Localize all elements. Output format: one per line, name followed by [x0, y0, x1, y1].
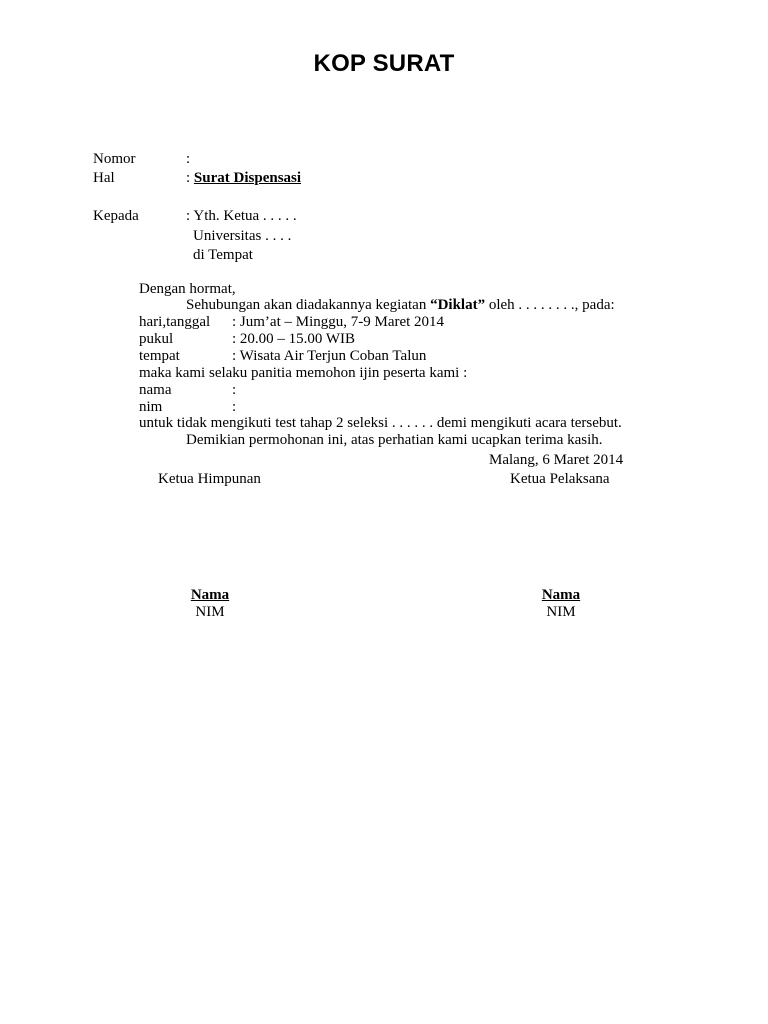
recipient-line-2: Universitas . . . .	[193, 228, 292, 244]
greeting: Dengan hormat,	[139, 281, 236, 297]
participant-value: :	[232, 399, 237, 415]
nomor-colon: :	[186, 151, 191, 167]
detail-label: hari,tanggal	[139, 314, 211, 330]
kepada-label: Kepada	[93, 208, 139, 224]
left-signer-name: Nama	[190, 587, 230, 603]
hal-value: Surat Dispensasi	[193, 170, 302, 186]
detail-label: tempat	[139, 348, 180, 364]
letterhead-title: KOP SURAT	[313, 50, 455, 77]
detail-label: pukul	[139, 331, 174, 347]
recipient-line-1: : Yth. Ketua . . . . .	[186, 208, 297, 224]
detail-value: : Wisata Air Terjun Coban Talun	[232, 348, 427, 364]
detail-value: : Jum’at – Minggu, 7-9 Maret 2014	[232, 314, 445, 330]
request-text: maka kami selaku panitia memohon ijin peserta kami :	[139, 365, 468, 381]
event-name: “Diklat”	[430, 297, 486, 313]
hal-label: Hal	[93, 170, 115, 186]
nomor-label: Nomor	[93, 151, 136, 167]
intro-paragraph	[186, 297, 615, 314]
intro-text: Sehubungan akan diadakannya kegiatan	[186, 297, 431, 313]
right-signer-nim: NIM	[546, 604, 576, 620]
participant-value: :	[232, 382, 237, 398]
place-date: Malang, 6 Maret 2014	[489, 452, 624, 468]
participant-label: nama	[139, 382, 172, 398]
hal-colon: :	[186, 170, 191, 186]
left-signer-role: Ketua Himpunan	[158, 471, 261, 487]
detail-value: : 20.00 – 15.00 WIB	[232, 331, 356, 347]
participant-label: nim	[139, 399, 163, 415]
intro-text-end: oleh . . . . . . . ., pada:	[485, 297, 615, 313]
closing-text: Demikian permohonan ini, atas perhatian kami ucapkan terima kasih.	[186, 432, 603, 448]
hal-row	[186, 170, 301, 187]
left-signer-nim: NIM	[195, 604, 225, 620]
recipient-line-3: di Tempat	[193, 247, 253, 263]
purpose-text: untuk tidak mengikuti test tahap 2 seleksi . . . . . . demi mengikuti acara tersebut.	[139, 415, 622, 431]
right-signer-name: Nama	[541, 587, 581, 603]
right-signer-role: Ketua Pelaksana	[510, 471, 610, 487]
